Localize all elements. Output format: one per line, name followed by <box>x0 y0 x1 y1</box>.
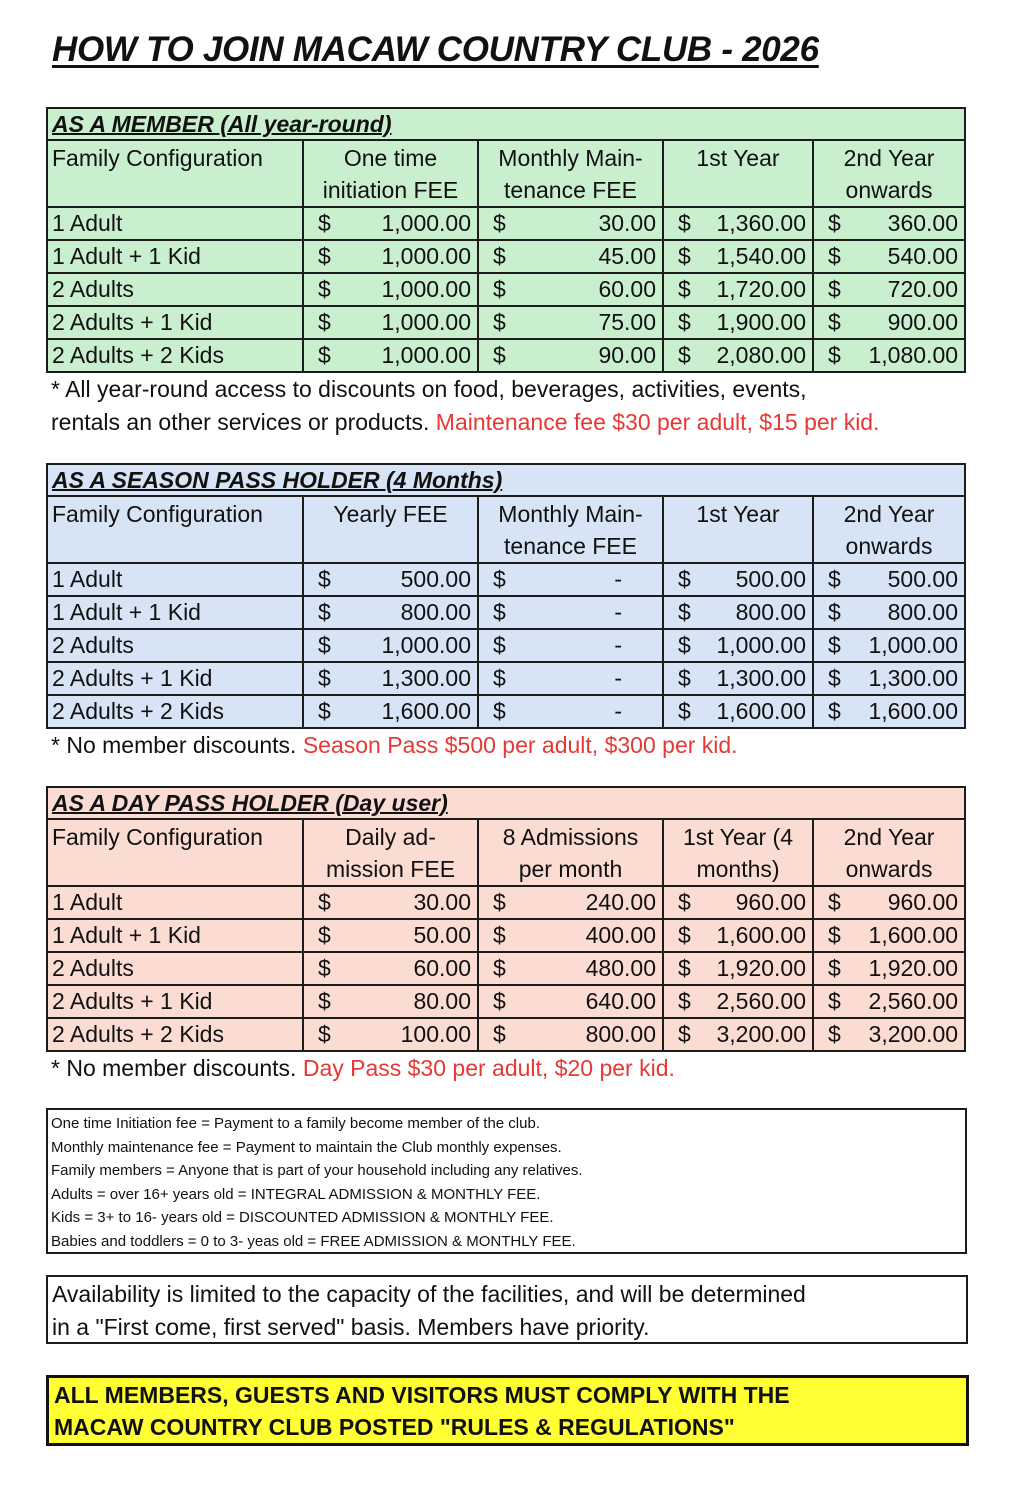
day-note-text: * No member discounts. <box>51 1055 297 1081</box>
first-year-cell <box>663 207 813 240</box>
first-year-cell <box>663 1018 813 1051</box>
currency-symbol: $ <box>828 698 841 724</box>
amount-value: 50.00 <box>413 922 471 948</box>
amount-value: 1,000.00 <box>868 632 958 658</box>
rules-line: MACAW COUNTRY CLUB POSTED "RULES & REGULATIONS" <box>54 1414 735 1440</box>
amount-value: 800.00 <box>400 599 471 625</box>
fee-cell <box>303 273 478 306</box>
currency-symbol: $ <box>678 889 691 915</box>
table-row <box>47 563 965 596</box>
currency-symbol: $ <box>318 922 331 948</box>
first-year-cell <box>663 952 813 985</box>
currency-symbol: $ <box>493 599 506 625</box>
member-note-line2 <box>51 406 964 439</box>
amount-value: 1,600.00 <box>868 698 958 724</box>
availability-line: Availability is limited to the capacity of the facilities, and will be determined <box>52 1281 806 1307</box>
page-title: HOW TO JOIN MACAW COUNTRY CLUB - 2026 <box>52 30 819 69</box>
amount-value: 1,000.00 <box>716 632 806 658</box>
first-year-cell <box>663 919 813 952</box>
family-configuration-cell: 1 Adult + 1 Kid <box>47 919 303 952</box>
family-configuration-cell: 2 Adults + 2 Kids <box>47 695 303 728</box>
amount-value: 2,560.00 <box>716 988 806 1014</box>
fee-cell <box>303 339 478 372</box>
amount-value: - <box>614 698 622 724</box>
currency-symbol: $ <box>678 665 691 691</box>
amount-value: - <box>614 632 622 658</box>
fee-cell <box>303 629 478 662</box>
amount-value: 720.00 <box>887 276 959 302</box>
member-fee-table <box>46 107 966 373</box>
definitions-box <box>46 1108 967 1254</box>
rules-banner <box>46 1375 969 1446</box>
amount-value: 100.00 <box>400 1021 471 1047</box>
season-note-highlight: Season Pass $500 per adult, $300 per kid. <box>302 732 738 758</box>
currency-symbol: $ <box>678 566 691 592</box>
second-year-cell <box>813 563 965 596</box>
member-note-highlight: Maintenance fee $30 per adult, $15 per kid. <box>435 409 880 435</box>
header-first-year: 1st Year (4 months) <box>663 819 813 886</box>
season-note-text: * No member discounts. <box>51 732 297 758</box>
currency-symbol: $ <box>493 276 506 302</box>
season-note <box>46 729 964 762</box>
currency-symbol: $ <box>493 665 506 691</box>
amount-value: 1,920.00 <box>868 955 959 981</box>
table-row <box>47 662 965 695</box>
currency-symbol: $ <box>318 955 331 981</box>
amount-value: 640.00 <box>585 988 656 1014</box>
header-yearly-fee: Yearly FEE <box>303 496 478 563</box>
fee-cell <box>303 1018 478 1051</box>
member-note-line1: * All year-round access to discounts on food, beverages, activities, events, <box>51 376 807 402</box>
currency-symbol: $ <box>678 342 691 368</box>
amount-value: 1,300.00 <box>868 665 958 691</box>
second-year-cell <box>813 1018 965 1051</box>
first-year-cell <box>663 662 813 695</box>
currency-symbol: $ <box>318 342 331 368</box>
currency-symbol: $ <box>828 889 841 915</box>
fee-cell <box>303 695 478 728</box>
currency-symbol: $ <box>828 566 841 592</box>
currency-symbol: $ <box>678 210 691 236</box>
first-year-cell <box>663 886 813 919</box>
amount-value: 500.00 <box>735 566 806 592</box>
fee-cell <box>303 952 478 985</box>
currency-symbol: $ <box>678 1021 691 1047</box>
currency-symbol: $ <box>493 243 506 269</box>
monthly-cell <box>478 596 663 629</box>
day-table-caption: AS A DAY PASS HOLDER (Day user) <box>47 787 965 819</box>
definition-line: One time Initiation fee = Payment to a family become member of the club. <box>51 1115 540 1132</box>
monthly-cell <box>478 695 663 728</box>
table-row <box>47 629 965 662</box>
amount-value: 1,600.00 <box>716 698 806 724</box>
currency-symbol: $ <box>318 309 331 335</box>
amount-value: 1,720.00 <box>716 276 806 302</box>
currency-symbol: $ <box>493 210 506 236</box>
amount-value: 500.00 <box>887 566 958 592</box>
family-configuration-cell: 2 Adults + 1 Kid <box>47 985 303 1018</box>
header-second-year: 2nd Year onwards <box>813 496 965 563</box>
fee-cell <box>303 919 478 952</box>
header-admissions-per-month: 8 Admissions per month <box>478 819 663 886</box>
currency-symbol: $ <box>828 210 841 236</box>
currency-symbol: $ <box>318 632 331 658</box>
amount-value: 480.00 <box>585 955 656 981</box>
fee-cell <box>303 563 478 596</box>
header-daily-fee: Daily ad-mission FEE <box>303 819 478 886</box>
season-section <box>46 463 964 762</box>
season-table-header <box>47 496 965 563</box>
currency-symbol: $ <box>678 309 691 335</box>
currency-symbol: $ <box>828 309 841 335</box>
amount-value: 60.00 <box>413 955 471 981</box>
amount-value: 800.00 <box>585 1021 656 1047</box>
fee-cell <box>303 306 478 339</box>
table-row <box>47 1018 965 1051</box>
second-year-cell <box>813 695 965 728</box>
amount-value: 3,200.00 <box>716 1021 806 1047</box>
currency-symbol: $ <box>493 698 506 724</box>
amount-value: 1,000.00 <box>381 243 471 269</box>
amount-value: 3,200.00 <box>868 1021 959 1047</box>
monthly-cell <box>478 886 663 919</box>
second-year-cell <box>813 339 965 372</box>
table-row <box>47 952 965 985</box>
currency-symbol: $ <box>318 599 331 625</box>
currency-symbol: $ <box>318 243 331 269</box>
amount-value: 1,600.00 <box>381 698 471 724</box>
amount-value: 1,000.00 <box>381 342 471 368</box>
header-family-configuration: Family Configuration <box>47 140 303 207</box>
first-year-cell <box>663 985 813 1018</box>
header-family-configuration: Family Configuration <box>47 496 303 563</box>
second-year-cell <box>813 596 965 629</box>
first-year-cell <box>663 273 813 306</box>
family-configuration-cell: 2 Adults <box>47 629 303 662</box>
currency-symbol: $ <box>828 342 841 368</box>
rules-line: ALL MEMBERS, GUESTS AND VISITORS MUST COMPLY WITH THE <box>54 1382 790 1408</box>
member-table-header <box>47 140 965 207</box>
currency-symbol: $ <box>828 632 841 658</box>
currency-symbol: $ <box>678 632 691 658</box>
currency-symbol: $ <box>678 243 691 269</box>
family-configuration-cell: 2 Adults + 1 Kid <box>47 662 303 695</box>
table-row <box>47 919 965 952</box>
family-configuration-cell: 2 Adults + 2 Kids <box>47 1018 303 1051</box>
family-configuration-cell: 1 Adult + 1 Kid <box>47 240 303 273</box>
amount-value: 45.00 <box>598 243 656 269</box>
family-configuration-cell: 2 Adults + 2 Kids <box>47 339 303 372</box>
day-section <box>46 786 964 1085</box>
currency-symbol: $ <box>828 988 841 1014</box>
day-note <box>46 1052 964 1085</box>
currency-symbol: $ <box>678 955 691 981</box>
currency-symbol: $ <box>828 1021 841 1047</box>
definition-line: Kids = 3+ to 16- years old = DISCOUNTED ADMISSION & MONTHLY FEE. <box>51 1209 554 1226</box>
currency-symbol: $ <box>493 566 506 592</box>
table-row <box>47 596 965 629</box>
fee-cell <box>303 207 478 240</box>
amount-value: 1,900.00 <box>716 309 806 335</box>
member-table-caption: AS A MEMBER (All year-round) <box>47 108 965 140</box>
family-configuration-cell: 2 Adults <box>47 952 303 985</box>
currency-symbol: $ <box>493 632 506 658</box>
amount-value: 1,080.00 <box>868 342 959 368</box>
currency-symbol: $ <box>493 342 506 368</box>
monthly-cell <box>478 207 663 240</box>
amount-value: - <box>614 566 622 592</box>
availability-line: in a "First come, first served" basis. Members have priority. <box>52 1314 650 1340</box>
currency-symbol: $ <box>828 276 841 302</box>
day-table-header <box>47 819 965 886</box>
currency-symbol: $ <box>828 955 841 981</box>
table-row <box>47 886 965 919</box>
first-year-cell <box>663 563 813 596</box>
currency-symbol: $ <box>318 698 331 724</box>
table-row <box>47 339 965 372</box>
first-year-cell <box>663 339 813 372</box>
season-fee-table <box>46 463 966 729</box>
second-year-cell <box>813 306 965 339</box>
fee-cell <box>303 240 478 273</box>
amount-value: 1,540.00 <box>716 243 806 269</box>
header-monthly-fee: Monthly Main-tenance FEE <box>478 496 663 563</box>
amount-value: 80.00 <box>413 988 471 1014</box>
amount-value: 540.00 <box>887 243 959 269</box>
currency-symbol: $ <box>493 309 506 335</box>
amount-value: 800.00 <box>887 599 958 625</box>
currency-symbol: $ <box>678 698 691 724</box>
amount-value: 240.00 <box>585 889 656 915</box>
amount-value: 1,000.00 <box>381 210 471 236</box>
family-configuration-cell: 2 Adults <box>47 273 303 306</box>
second-year-cell <box>813 273 965 306</box>
monthly-cell <box>478 306 663 339</box>
amount-value: - <box>614 599 622 625</box>
family-configuration-cell: 1 Adult <box>47 886 303 919</box>
first-year-cell <box>663 240 813 273</box>
monthly-cell <box>478 240 663 273</box>
definition-line: Monthly maintenance fee = Payment to maintain the Club monthly expenses. <box>51 1138 562 1156</box>
first-year-cell <box>663 629 813 662</box>
amount-value: 1,000.00 <box>381 632 471 658</box>
monthly-cell <box>478 563 663 596</box>
definition-line: Babies and toddlers = 0 to 3- yeas old = FREE ADMISSION & MONTHLY FEE. <box>51 1232 576 1250</box>
amount-value: 500.00 <box>400 566 471 592</box>
currency-symbol: $ <box>828 599 841 625</box>
second-year-cell <box>813 952 965 985</box>
second-year-cell <box>813 240 965 273</box>
currency-symbol: $ <box>318 1021 331 1047</box>
monthly-cell <box>478 629 663 662</box>
day-fee-table <box>46 786 966 1052</box>
second-year-cell <box>813 886 965 919</box>
definition-line: Adults = over 16+ years old = INTEGRAL ADMISSION & MONTHLY FEE. <box>51 1185 541 1203</box>
first-year-cell <box>663 695 813 728</box>
fee-cell <box>303 985 478 1018</box>
currency-symbol: $ <box>828 665 841 691</box>
currency-symbol: $ <box>493 889 506 915</box>
table-row <box>47 985 965 1018</box>
currency-symbol: $ <box>678 599 691 625</box>
member-note-text: rentals an other services or products. <box>51 409 430 435</box>
season-table-caption: AS A SEASON PASS HOLDER (4 Months) <box>47 464 965 496</box>
currency-symbol: $ <box>828 243 841 269</box>
member-section <box>46 107 964 439</box>
currency-symbol: $ <box>828 922 841 948</box>
amount-value: 1,300.00 <box>381 665 471 691</box>
availability-box <box>46 1275 968 1344</box>
header-first-year: 1st Year <box>663 496 813 563</box>
amount-value: 90.00 <box>598 342 656 368</box>
table-row <box>47 240 965 273</box>
currency-symbol: $ <box>678 922 691 948</box>
currency-symbol: $ <box>318 276 331 302</box>
amount-value: 1,360.00 <box>716 210 806 236</box>
amount-value: 1,000.00 <box>381 276 471 302</box>
monthly-cell <box>478 273 663 306</box>
monthly-cell <box>478 662 663 695</box>
header-family-configuration: Family Configuration <box>47 819 303 886</box>
currency-symbol: $ <box>318 889 331 915</box>
monthly-cell <box>478 952 663 985</box>
family-configuration-cell: 2 Adults + 1 Kid <box>47 306 303 339</box>
currency-symbol: $ <box>493 988 506 1014</box>
amount-value: 960.00 <box>735 889 806 915</box>
monthly-cell <box>478 985 663 1018</box>
fee-cell <box>303 886 478 919</box>
definition-line: Family members = Anyone that is part of your household including any relatives. <box>51 1162 583 1179</box>
amount-value: 2,080.00 <box>716 342 806 368</box>
currency-symbol: $ <box>493 1021 506 1047</box>
amount-value: 30.00 <box>598 210 656 236</box>
currency-symbol: $ <box>318 665 331 691</box>
table-row <box>47 695 965 728</box>
day-note-highlight: Day Pass $30 per adult, $20 per kid. <box>302 1055 675 1081</box>
amount-value: 1,920.00 <box>716 955 806 981</box>
first-year-cell <box>663 306 813 339</box>
currency-symbol: $ <box>318 988 331 1014</box>
family-configuration-cell: 1 Adult <box>47 207 303 240</box>
member-note <box>46 373 964 439</box>
table-row <box>47 207 965 240</box>
amount-value: 400.00 <box>585 922 656 948</box>
currency-symbol: $ <box>678 988 691 1014</box>
amount-value: 960.00 <box>887 889 959 915</box>
currency-symbol: $ <box>493 955 506 981</box>
second-year-cell <box>813 985 965 1018</box>
second-year-cell <box>813 662 965 695</box>
header-monthly-fee: Monthly Main-tenance FEE <box>478 140 663 207</box>
monthly-cell <box>478 919 663 952</box>
table-row <box>47 306 965 339</box>
currency-symbol: $ <box>318 210 331 236</box>
amount-value: 30.00 <box>413 889 471 915</box>
amount-value: 1,000.00 <box>381 309 471 335</box>
first-year-cell <box>663 596 813 629</box>
amount-value: - <box>614 665 622 691</box>
header-second-year: 2nd Year onwards <box>813 140 965 207</box>
amount-value: 1,600.00 <box>868 922 959 948</box>
family-configuration-cell: 1 Adult + 1 Kid <box>47 596 303 629</box>
currency-symbol: $ <box>678 276 691 302</box>
header-initiation-fee: One time initiation FEE <box>303 140 478 207</box>
currency-symbol: $ <box>493 922 506 948</box>
amount-value: 75.00 <box>598 309 656 335</box>
second-year-cell <box>813 207 965 240</box>
family-configuration-cell: 1 Adult <box>47 563 303 596</box>
amount-value: 900.00 <box>887 309 959 335</box>
amount-value: 60.00 <box>598 276 656 302</box>
fee-cell <box>303 662 478 695</box>
amount-value: 1,300.00 <box>716 665 806 691</box>
second-year-cell <box>813 629 965 662</box>
currency-symbol: $ <box>318 566 331 592</box>
amount-value: 800.00 <box>735 599 806 625</box>
table-row <box>47 273 965 306</box>
header-first-year: 1st Year <box>663 140 813 207</box>
monthly-cell <box>478 1018 663 1051</box>
header-second-year: 2nd Year onwards <box>813 819 965 886</box>
fee-cell <box>303 596 478 629</box>
amount-value: 1,600.00 <box>716 922 806 948</box>
second-year-cell <box>813 919 965 952</box>
amount-value: 360.00 <box>887 210 959 236</box>
monthly-cell <box>478 339 663 372</box>
amount-value: 2,560.00 <box>868 988 959 1014</box>
